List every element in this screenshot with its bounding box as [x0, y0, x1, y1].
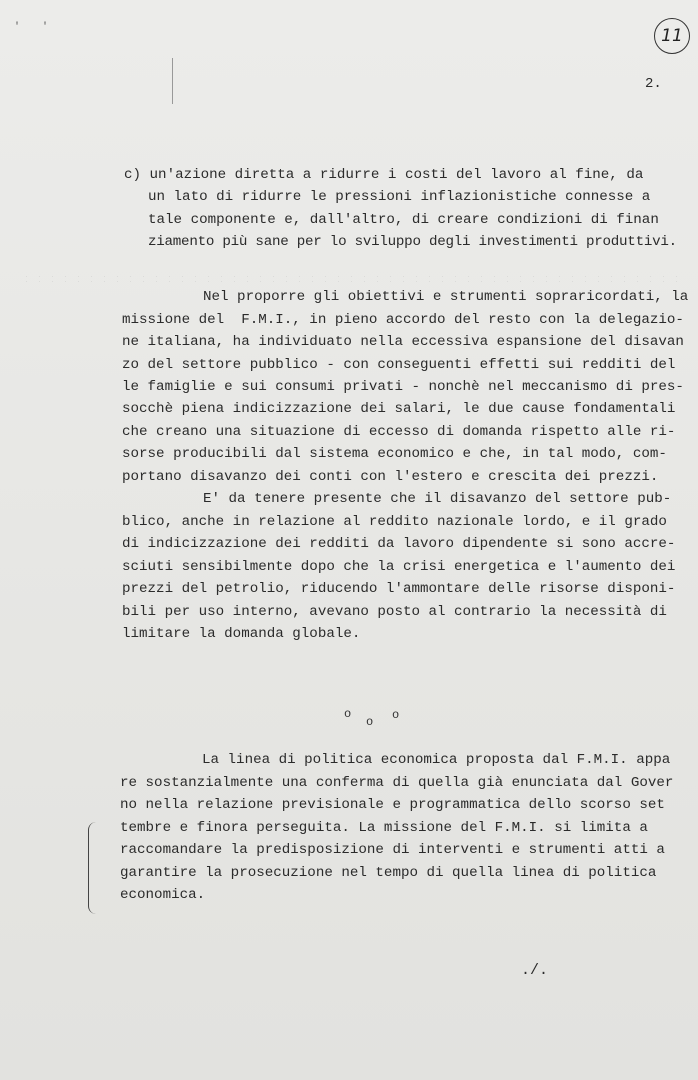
page-number: 2.: [645, 76, 662, 92]
text-line: bili per uso interno, avevano posto al contrario la necessità di: [122, 604, 667, 620]
text-line: che creano una situazione di eccesso di domanda rispetto alle ri-: [122, 424, 676, 440]
text-line: portano disavanzo dei conti con l'estero e crescita dei prezzi.: [122, 469, 659, 485]
text-line: ne italiana, ha individuato nella eccessiva espansione del disavan: [122, 334, 684, 350]
text-line: socchè piena indicizzazione dei salari, le due cause fondamentali: [122, 401, 676, 417]
text-line: sciuti sensibilmente dopo che la crisi energetica e l'aumento dei: [122, 559, 676, 575]
text-line: c) un'azione diretta a ridurre i costi del lavoro al fine, da: [124, 167, 644, 183]
text-line: blico, anche in relazione al reddito nazionale lordo, e il grado: [122, 514, 667, 530]
separator-circle: o: [392, 708, 400, 722]
text-line: raccomandare la predisposizione di interventi e strumenti atti a: [120, 842, 665, 858]
separator-circle: o: [366, 715, 374, 729]
text-line: E' da tenere presente che il disavanzo del settore pub-: [203, 491, 672, 507]
continuation-mark: ./.: [521, 962, 549, 979]
edge-marks: ' ': [14, 22, 57, 33]
text-line: limitare la domanda globale.: [122, 626, 361, 642]
text-line: un lato di ridurre le pressioni inflazionistiche connesse a: [148, 189, 651, 205]
text-line: tembre e finora perseguita. La missione del F.M.I. si limita a: [120, 820, 648, 836]
text-line: re sostanzialmente una conferma di quella già enunciata dal Gover: [120, 775, 674, 791]
text-line: economica.: [120, 887, 206, 903]
text-line: sorse producibili dal sistema economico e che, in tal modo, com-: [122, 446, 667, 462]
separator-circle: o: [344, 707, 352, 721]
text-line: garantire la prosecuzione nel tempo di quella linea di politica: [120, 865, 657, 881]
text-line: Nel proporre gli obiettivi e strumenti sopraricordati, la: [203, 289, 689, 305]
margin-bracket: [88, 822, 99, 914]
text-line: zo del settore pubblico - con conseguenti effetti sui redditi del: [122, 357, 676, 373]
text-line: le famiglie e sui consumi privati - nonchè nel meccanismo di pres-: [122, 379, 684, 395]
text-line: tale componente e, dall'altro, di creare condizioni di finan: [148, 212, 659, 228]
scan-noise: [20, 274, 680, 284]
text-line: prezzi del petrolio, riducendo l'ammontare delle risorse disponi-: [122, 581, 676, 597]
text-line: no nella relazione previsionale e programmatica dello scorso set: [120, 797, 665, 813]
text-line: missione del F.M.I., in pieno accordo del resto con la delegazio-: [122, 312, 684, 328]
text-line: ziamento più sane per lo sviluppo degli investimenti produttivi.: [148, 234, 677, 250]
archive-stamp: 11: [654, 18, 690, 54]
text-line: La linea di politica economica proposta dal F.M.I. appa: [202, 752, 671, 768]
text-line: di indicizzazione dei redditi da lavoro dipendente si sono accre-: [122, 536, 676, 552]
